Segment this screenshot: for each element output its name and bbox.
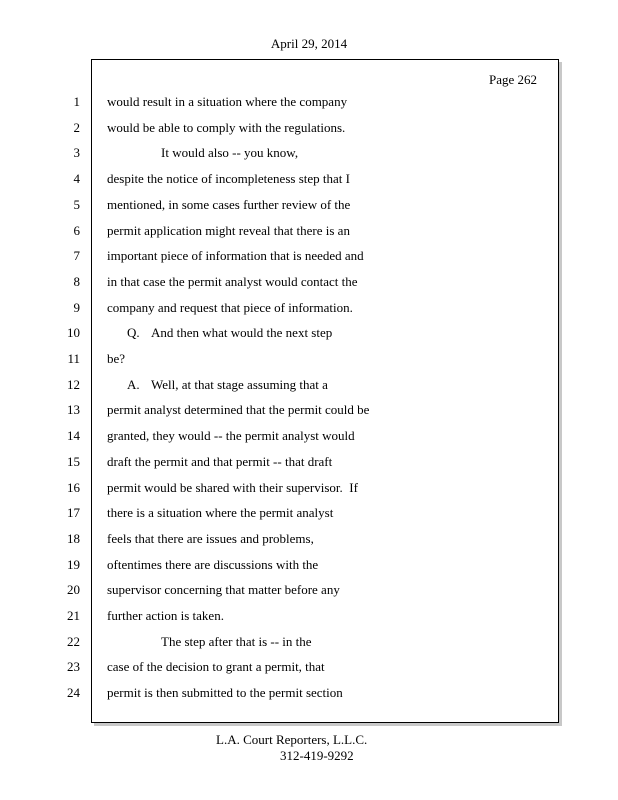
line-content: permit is then submitted to the permit section: [107, 685, 343, 700]
line-number: 3: [73, 145, 80, 160]
line-content: Well, at that stage assuming that a: [151, 377, 328, 392]
line-text: [107, 248, 364, 264]
line-text: [107, 402, 369, 418]
qa-label: A.: [127, 377, 140, 392]
line-number: 24: [67, 685, 80, 700]
line-number: 14: [67, 428, 80, 443]
page-number: Page 262: [488, 72, 537, 87]
line-content: feels that there are issues and problems,: [107, 531, 314, 546]
line-content: draft the permit and that permit -- that draft: [107, 454, 333, 469]
line-number: 22: [67, 634, 80, 649]
line-number: 7: [73, 248, 80, 263]
line-text: [107, 531, 314, 547]
line-content: case of the decision to grant a permit, that: [107, 659, 325, 674]
line-text: [107, 454, 332, 470]
line-content: company and request that piece of information.: [107, 300, 353, 315]
line-number: 8: [73, 274, 80, 289]
line-content: further action is taken.: [107, 608, 224, 623]
line-content: And then what would the next step: [151, 325, 333, 340]
line-content: be?: [107, 351, 126, 366]
line-text: [107, 582, 340, 598]
line-content: in that case the permit analyst would contact the: [107, 274, 358, 289]
line-text: [107, 197, 350, 213]
line-text: [107, 505, 333, 521]
line-number: 21: [67, 608, 80, 623]
line-number: 20: [67, 582, 80, 597]
line-text: [107, 608, 224, 624]
line-text: [107, 557, 318, 573]
line-number: 12: [67, 377, 80, 392]
line-number: 9: [73, 300, 80, 315]
line-text: [107, 428, 355, 444]
line-content: mentioned, in some cases further review of the: [107, 197, 351, 212]
line-number: 23: [67, 659, 80, 674]
line-text: [107, 120, 345, 136]
footer-firm: L.A. Court Reporters, L.L.C.: [216, 732, 368, 747]
line-text: [107, 300, 353, 316]
line-content: permit analyst determined that the permit could be: [107, 402, 370, 417]
qa-label: Q.: [127, 325, 140, 340]
line-number: 4: [73, 171, 80, 186]
line-number: 11: [67, 351, 80, 366]
line-content: permit application might reveal that there is an: [107, 223, 350, 238]
line-number: 10: [67, 325, 80, 340]
line-text: [107, 94, 347, 110]
line-number: 19: [67, 557, 80, 572]
line-text: [107, 685, 343, 701]
line-text: [107, 325, 332, 341]
line-number: 6: [73, 223, 80, 238]
line-number: 18: [67, 531, 80, 546]
line-number: 16: [67, 480, 80, 495]
header-date: April 29, 2014: [270, 36, 348, 51]
line-content: granted, they would -- the permit analyst would: [107, 428, 355, 443]
footer-phone: 312-419-9292: [280, 748, 354, 763]
line-text: [107, 659, 325, 675]
line-number: 17: [67, 505, 80, 520]
line-content: The step after that is -- in the: [161, 634, 312, 649]
line-content: there is a situation where the permit analyst: [107, 505, 334, 520]
line-content: supervisor concerning that matter before any: [107, 582, 340, 597]
line-number: 2: [73, 120, 80, 135]
line-number: 13: [67, 402, 80, 417]
line-content: oftentimes there are discussions with the: [107, 557, 319, 572]
line-text: [107, 351, 125, 367]
line-content: despite the notice of incompleteness step that I: [107, 171, 350, 186]
line-text: [107, 171, 350, 187]
line-content: permit would be shared with their supervisor. If: [107, 480, 358, 495]
line-text: [107, 145, 298, 161]
line-number: 5: [73, 197, 80, 212]
line-number: 1: [73, 94, 80, 109]
line-number: 15: [67, 454, 80, 469]
line-text: [107, 223, 350, 239]
line-text: [107, 377, 328, 393]
line-content: would be able to comply with the regulations.: [107, 120, 346, 135]
line-content: It would also -- you know,: [161, 145, 299, 160]
line-content: important piece of information that is needed and: [107, 248, 364, 263]
line-text: [107, 634, 312, 650]
line-text: [107, 274, 358, 290]
line-content: would result in a situation where the company: [107, 94, 348, 109]
line-text: [107, 480, 358, 496]
